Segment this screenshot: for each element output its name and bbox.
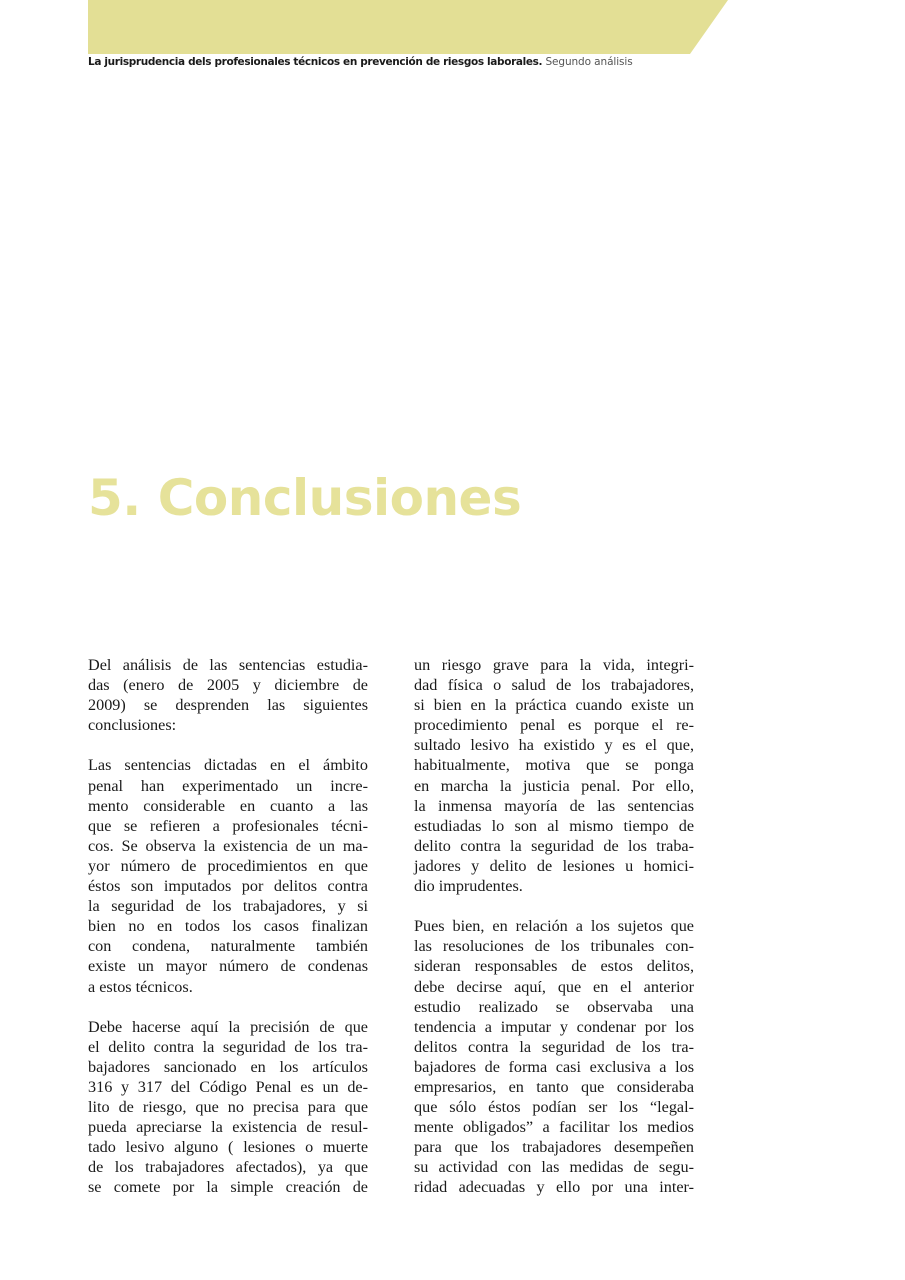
text-line: empresarios, en tanto que consideraba (414, 1077, 694, 1096)
text-line: Del análisis de las sentencias estudia- (88, 656, 368, 674)
text-line: si bien en la práctica cuando existe un (414, 696, 694, 715)
paragraph (414, 655, 694, 896)
chapter-title: 5. Conclusiones (88, 469, 522, 527)
text-line: delito contra la seguridad de los traba- (414, 836, 694, 855)
text-line: lito de riesgo, que no precisa para que (88, 1098, 368, 1117)
text-line: tendencia a imputar y condenar por los (414, 1017, 694, 1036)
text-line: Pues bien, en relación a los sujetos que (414, 917, 694, 936)
text-line: mento considerable en cuanto a las (88, 796, 368, 815)
text-line: tado lesivo alguno ( lesiones o muerte (88, 1138, 368, 1157)
text-line: bien no en todos los casos finalizan (88, 917, 368, 936)
text-line: en marcha la justicia penal. Por ello, (414, 776, 694, 795)
text-line: sultado lesivo ha existido y es el que, (414, 736, 694, 755)
text-line: las resoluciones de los tribunales con- (414, 937, 694, 956)
text-line: sideran responsables de estos delitos, (414, 957, 694, 976)
header-band-shape (88, 0, 728, 54)
text-line: cos. Se observa la existencia de un ma- (88, 836, 368, 855)
text-line: Debe hacerse aquí la precisión de que (88, 1017, 368, 1036)
left-text-column (88, 655, 368, 1198)
text-line: yor número de procedimientos en que (88, 856, 368, 875)
text-line: la inmensa mayoría de las sentencias (414, 796, 694, 815)
text-line: das (enero de 2005 y diciembre de (88, 676, 368, 695)
text-line: su actividad con las medidas de segu- (414, 1158, 694, 1177)
text-line: estudio realizado se observaba una (414, 997, 694, 1016)
text-line: la seguridad de los trabajadores, y si (88, 897, 368, 916)
text-line: a estos técnicos. (88, 977, 193, 996)
text-line: habitualmente, motiva que se ponga (414, 756, 694, 775)
text-line: procedimiento penal es porque el re- (414, 716, 694, 735)
text-line: debe decirse aquí, que en el anterior (414, 977, 694, 996)
text-line: jadores y delito de lesiones u homici- (414, 856, 694, 875)
text-line: con condena, naturalmente también (88, 937, 368, 956)
paragraph-gap (88, 735, 368, 755)
text-line: éstos son imputados por delitos contra (88, 877, 368, 896)
text-line: dad física o salud de los trabajadores, (414, 676, 694, 695)
running-header-title: La jurisprudencia dels profesionales técnicos en prevención de riesgos laborales. (88, 56, 543, 68)
text-line: un riesgo grave para la vida, integri- (414, 656, 694, 674)
paragraph-gap (88, 997, 368, 1017)
text-line: conclusiones: (88, 716, 177, 735)
paragraph (414, 916, 694, 1197)
text-line: dio imprudentes. (414, 877, 523, 896)
text-line: ridad adecuadas y ello por una inter- (414, 1178, 694, 1197)
paragraph-gap (414, 896, 694, 916)
running-header-subtitle: Segundo análisis (545, 56, 633, 68)
paragraph (88, 655, 368, 735)
running-header (88, 55, 788, 69)
text-line: penal han experimentado un incre- (88, 776, 368, 795)
text-line: para que los trabajadores desempeñen (414, 1138, 694, 1157)
text-line: bajadores de forma casi exclusiva a los (414, 1057, 694, 1076)
text-line: pueda apreciarse la existencia de resul- (88, 1118, 368, 1137)
text-line: delitos contra la seguridad de los tra- (414, 1037, 694, 1056)
text-line: que se refieren a profesionales técni- (88, 816, 368, 835)
text-line: existe un mayor número de condenas (88, 957, 368, 976)
text-line: estudiadas lo son al mismo tiempo de (414, 816, 694, 835)
paragraph (88, 755, 368, 996)
text-line: se comete por la simple creación de (88, 1178, 368, 1197)
paragraph (88, 1017, 368, 1198)
text-line: Las sentencias dictadas en el ámbito (88, 756, 368, 775)
text-line: bajadores sancionado en los artículos (88, 1057, 368, 1076)
text-line: que sólo éstos podían ser los “legal- (414, 1098, 694, 1117)
text-line: 316 y 317 del Código Penal es un de- (88, 1077, 368, 1096)
text-line: el delito contra la seguridad de los tra- (88, 1037, 368, 1056)
right-text-column (414, 655, 694, 1198)
text-line: 2009) se desprenden las siguientes (88, 696, 368, 715)
text-line: de los trabajadores afectados), ya que (88, 1158, 368, 1177)
header-band (88, 0, 728, 54)
text-line: mente obligados” a facilitar los medios (414, 1118, 694, 1137)
